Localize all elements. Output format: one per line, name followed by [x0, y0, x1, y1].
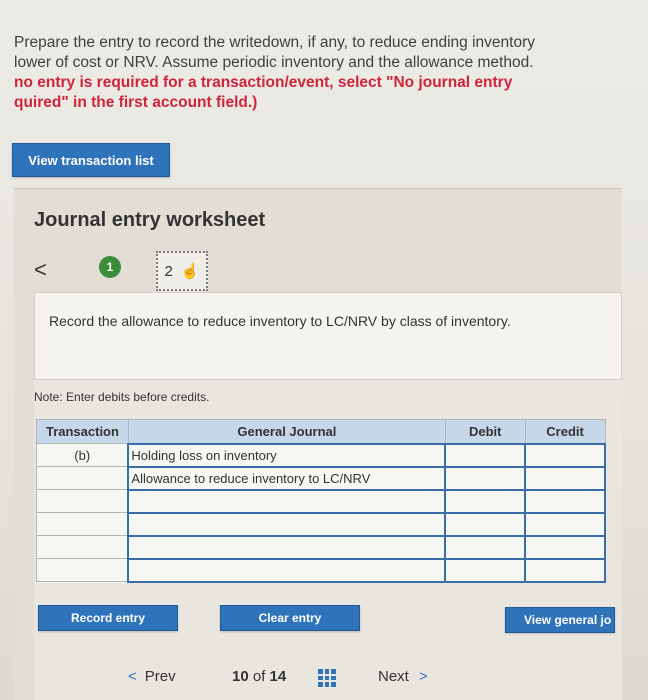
- current-page: 10: [232, 668, 249, 685]
- header-transaction: Transaction: [37, 420, 129, 444]
- account-field[interactable]: [128, 559, 445, 582]
- pagination: [128, 668, 458, 692]
- table-row: [37, 490, 606, 513]
- debit-field[interactable]: [445, 444, 525, 467]
- record-entry-button[interactable]: Record entry: [38, 605, 178, 631]
- question-grid-icon[interactable]: [318, 669, 336, 687]
- instructions: [14, 33, 614, 113]
- table-row: [37, 536, 606, 559]
- instructions-line-4: quired" in the first account field.): [14, 94, 258, 111]
- journal-table: [36, 419, 606, 583]
- record-instruction-text: Record the allowance to reduce inventory to LC/NRV by class of inventory.: [49, 313, 511, 329]
- account-field[interactable]: Allowance to reduce inventory to LC/NRV: [128, 467, 445, 490]
- next-label: Next: [378, 668, 409, 685]
- table-row: [37, 444, 606, 467]
- instructions-line-2: lower of cost or NRV. Assume periodic inventory and the allowance method.: [14, 54, 534, 71]
- credit-field[interactable]: [525, 559, 605, 582]
- header-credit: Credit: [525, 420, 605, 444]
- worksheet-title: Journal entry worksheet: [34, 209, 266, 231]
- view-general-journal-button[interactable]: View general jo: [505, 607, 615, 633]
- account-field[interactable]: [128, 536, 445, 559]
- of-label: of: [252, 668, 266, 685]
- credit-field[interactable]: [525, 444, 605, 467]
- debit-field[interactable]: [445, 536, 525, 559]
- next-button[interactable]: [378, 668, 428, 685]
- table-row: [37, 513, 606, 536]
- instructions-line-3: no entry is required for a transaction/event, select "No journal entry: [14, 74, 513, 91]
- transaction-cell: [37, 513, 129, 536]
- credit-field[interactable]: [525, 467, 605, 490]
- transaction-cell: [37, 559, 129, 582]
- step-2-label: 2: [164, 262, 173, 280]
- prev-button[interactable]: [128, 668, 176, 685]
- header-debit: Debit: [445, 420, 525, 444]
- debit-field[interactable]: [445, 513, 525, 536]
- credit-field[interactable]: [525, 513, 605, 536]
- total-pages: 14: [269, 668, 287, 685]
- step-navigation: [34, 251, 334, 291]
- debit-field[interactable]: [445, 467, 525, 490]
- note-text: Note: Enter debits before credits.: [34, 390, 210, 404]
- credit-field[interactable]: [525, 536, 605, 559]
- instructions-line-1: Prepare the entry to record the writedown, if any, to reduce ending inventory: [14, 34, 535, 51]
- prev-label: Prev: [144, 668, 176, 685]
- view-transaction-list-button[interactable]: View transaction list: [12, 143, 170, 177]
- hand-pointer-icon: ☝: [180, 263, 200, 280]
- header-general-journal: General Journal: [128, 420, 445, 444]
- transaction-cell: [37, 467, 129, 490]
- table-row: [37, 467, 606, 490]
- step-1-completed[interactable]: 1: [99, 256, 121, 278]
- account-field[interactable]: [128, 490, 445, 513]
- journal-header-row: [37, 420, 606, 444]
- transaction-cell: (b): [37, 444, 129, 467]
- account-field[interactable]: [128, 513, 445, 536]
- debit-field[interactable]: [445, 559, 525, 582]
- previous-step-chevron-icon[interactable]: <: [34, 257, 47, 282]
- chevron-left-icon: <: [128, 668, 137, 685]
- credit-field[interactable]: [525, 490, 605, 513]
- debit-field[interactable]: [445, 490, 525, 513]
- account-field[interactable]: Holding loss on inventory: [128, 444, 445, 467]
- transaction-cell: [37, 536, 129, 559]
- table-row: [37, 559, 606, 582]
- transaction-cell: [37, 490, 129, 513]
- record-instruction-box: [34, 292, 622, 380]
- clear-entry-button[interactable]: Clear entry: [220, 605, 360, 631]
- chevron-right-icon: >: [418, 668, 428, 685]
- page-counter: [232, 668, 286, 685]
- step-2-current[interactable]: [156, 251, 208, 291]
